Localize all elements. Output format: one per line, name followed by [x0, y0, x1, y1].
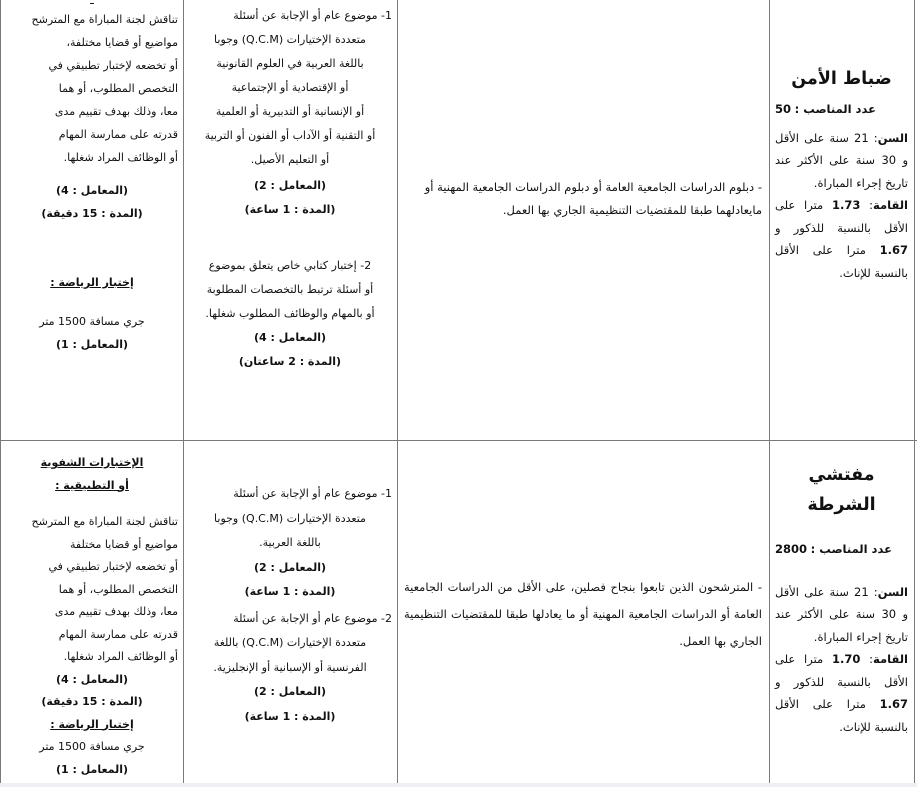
written-item-2	[188, 254, 392, 374]
age-condition	[775, 127, 908, 195]
written-item-line: أو أسئلة ترتبط بالتخصصات المطلوبة	[206, 283, 374, 296]
written-item-line: متعددة الإختيارات (Q.C.M) وجوبا	[214, 511, 366, 525]
oral-line: تناقش لجنة المباراة مع المترشح	[31, 515, 178, 528]
oral-exams-title: أو التطبيقية :	[55, 478, 129, 492]
written-item-line: أو الإقتصادية أو الإجتماعية	[231, 81, 349, 94]
oral-coefficient: (المعامل : 4)	[55, 672, 129, 686]
sport-test-text: جري مسافة 1500 متر	[39, 315, 145, 328]
written-item-1	[188, 4, 392, 222]
post-title: ضباط الأمن	[791, 69, 892, 89]
written-item-line: 1- موضوع عام أو الإجابة عن أسئلة	[233, 9, 392, 22]
diploma-text: - المترشحون الذين تابعوا بنجاح فصلين، على الأقل من الدراسات الجامعية العامة أو الدراسات الجامعية المهنية أو ما يعادلها طبقا للمقتضيات التنظيمية الجاري بها العمل.	[404, 580, 762, 648]
oral-exams-title: الإختبارات الشفوية	[40, 456, 144, 469]
written-item-line: الفرنسية أو الإسبانية أو الإنجليزية.	[213, 660, 367, 674]
sport-test-text: جري مسافة 1500 متر	[39, 740, 145, 753]
oral-line: أو تخضعه لإختبار تطبيقي في	[48, 59, 178, 72]
row-divider	[0, 440, 917, 441]
written-item-line: أو التقنية أو الآداب أو الفنون أو التربية	[204, 129, 376, 142]
written-coefficient: (المعامل : 2)	[253, 179, 327, 192]
post-count-value: 2800	[775, 542, 808, 556]
written-item-line: أو الإنسانية أو التدبيرية أو العلمية	[215, 105, 365, 118]
written-item-line: باللغة العربية.	[259, 536, 321, 549]
height-value-female: 1.67	[879, 243, 908, 257]
post-cell	[775, 64, 908, 284]
written-item-line: باللغة العربية في العلوم القانونية	[216, 57, 364, 70]
written-item-line: أو بالمهام والوظائف المطلوب شغلها.	[205, 307, 375, 320]
table-border-left	[0, 0, 1, 783]
sport-test-title: إختبار الرياضة :	[50, 717, 134, 731]
oral-line: تناقش لجنة المباراة مع المترشح	[31, 13, 178, 26]
written-coefficient: (المعامل : 2)	[253, 685, 327, 698]
oral-line: قدرته على ممارسة المهام	[58, 627, 178, 641]
height-label: القامة	[873, 198, 908, 212]
height-value-male: 1.73	[832, 198, 861, 212]
age-label: السن	[877, 130, 908, 145]
oral-line: التخصص المطلوب، أو هما	[58, 582, 178, 596]
age-label: السن	[877, 584, 908, 599]
oral-line: مواضيع أو قضايا مختلفة،	[66, 36, 178, 49]
written-duration: (المدة : 1 ساعة)	[244, 203, 336, 216]
age-condition	[775, 581, 908, 649]
age-text: : 21 سنة على الأقل و 30 سنة على الأكثر عند تاريخ إجراء المباراة.	[775, 584, 909, 644]
written-duration: (المدة : 1 ساعة)	[244, 709, 336, 723]
oral-line: أو تخضعه لإختبار تطبيقي في	[48, 560, 178, 573]
oral-line: أو الوظائف المراد شغلها.	[63, 151, 178, 164]
table-bottom-edge	[0, 783, 917, 787]
spacer	[6, 225, 178, 271]
oral-line: أو الوظائف المراد شغلها.	[63, 650, 178, 663]
post-count-label: عدد المناصب :	[794, 102, 876, 116]
oral-line: التخصص المطلوب، أو هما	[58, 82, 178, 95]
written-item-line: 2- إختبار كتابي خاص يتعلق بموضوع	[208, 259, 372, 272]
oral-exams-cell	[6, 452, 178, 781]
spacer	[6, 497, 178, 511]
written-coefficient: (المعامل : 2)	[253, 560, 327, 574]
height-value-male: 1.70	[832, 652, 861, 666]
diploma-cell	[404, 176, 762, 221]
written-item-line: متعددة الإختيارات (Q.C.M) باللغة	[213, 636, 367, 649]
spacer	[6, 169, 178, 179]
sport-coefficient: (المعامل : 1)	[55, 338, 129, 351]
height-text: مترا على الأقل بالنسبة للذكور و	[775, 198, 908, 235]
written-coefficient: (المعامل : 4)	[253, 331, 327, 344]
height-text: :	[860, 652, 874, 666]
height-text: مترا على الأقل بالنسبة للذكور و	[775, 652, 908, 689]
spacer	[6, 294, 178, 310]
oral-line: قدرته على ممارسة المهام	[58, 128, 178, 141]
post-count	[775, 538, 908, 561]
written-item-1	[188, 482, 392, 605]
written-exams-cell	[188, 4, 392, 374]
sport-coefficient: (المعامل : 1)	[55, 762, 129, 776]
sport-test-title: إختبار الرياضة :	[50, 276, 134, 289]
written-item-line: 1- موضوع عام أو الإجابة عن أسئلة	[233, 487, 392, 500]
oral-duration: (المدة : 15 دقيقة)	[41, 207, 143, 220]
height-text: مترا على الأقل بالنسبة للإناث.	[775, 243, 908, 280]
oral-exams-cell	[6, 0, 178, 356]
written-item-line: 2- موضوع عام أو الإجابة عن أسئلة	[233, 611, 392, 625]
column-divider	[397, 0, 398, 783]
height-text: مترا على الأقل بالنسبة للإناث.	[775, 697, 908, 734]
written-duration: (المدة : 2 ساعتان)	[238, 355, 342, 368]
post-title: مفتشي الشرطة	[807, 465, 876, 515]
written-item-line: متعددة الإختيارات (Q.C.M) وجوبا	[214, 33, 366, 46]
height-condition	[775, 648, 908, 738]
column-divider	[183, 0, 184, 783]
diploma-cell	[404, 574, 762, 655]
height-text: :	[860, 198, 874, 212]
diploma-text: - دبلوم الدراسات الجامعية العامة أو دبلوم الدراسات الجامعية المهنية أو مايعادلهما طبقا للمقتضيات التنظيمية الجاري بها العمل.	[424, 180, 762, 217]
column-divider	[769, 0, 770, 783]
table-border-right	[914, 0, 915, 783]
post-cell	[775, 460, 908, 738]
oral-exams-description	[6, 511, 178, 669]
height-value-female: 1.67	[879, 697, 908, 711]
height-condition	[775, 194, 908, 284]
height-label: القامة	[873, 652, 908, 666]
post-count-value: 50	[775, 102, 792, 116]
oral-duration: (المدة : 15 دقيقة)	[41, 695, 143, 708]
oral-exams-title	[6, 0, 178, 8]
written-exams-cell	[188, 482, 392, 729]
written-item-2	[188, 607, 392, 730]
oral-coefficient: (المعامل : 4)	[55, 184, 129, 197]
oral-exams-description	[6, 8, 178, 169]
spacer	[188, 222, 392, 254]
oral-line: معا، وذلك بهدف تقييم مدى	[54, 105, 178, 118]
post-count-label: عدد المناصب :	[810, 542, 892, 556]
oral-line: مواضيع أو قضايا مختلفة	[70, 537, 178, 551]
oral-line: معا، وذلك بهدف تقييم مدى	[54, 605, 178, 618]
age-text: : 21 سنة على الأقل و 30 سنة على الأكثر عند تاريخ إجراء المباراة.	[775, 130, 909, 190]
written-item-line: أو التعليم الأصيل.	[250, 153, 330, 166]
post-count	[775, 98, 908, 121]
written-duration: (المدة : 1 ساعة)	[244, 585, 336, 598]
